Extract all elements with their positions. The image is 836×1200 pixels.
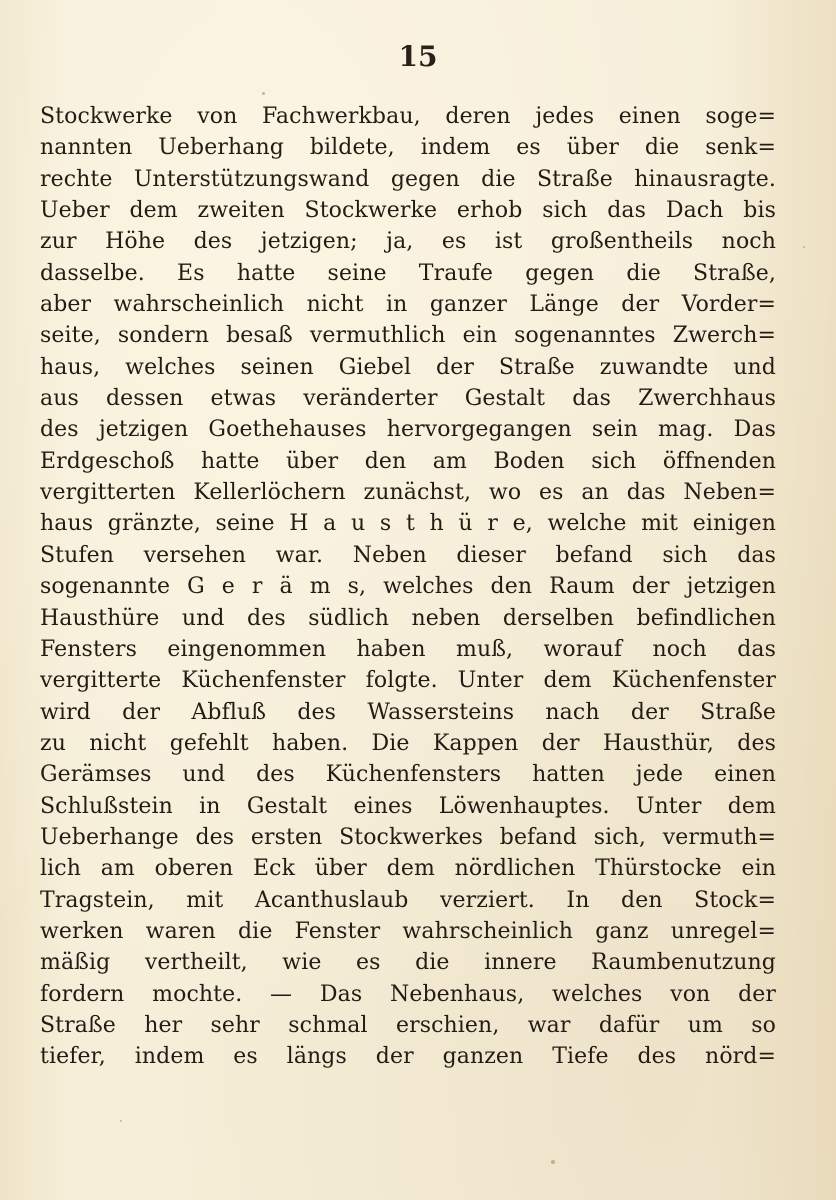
text-line: haus, welches seinen Giebel der Straße zuwandte und: [40, 354, 776, 380]
text-line: Gerämses und des Küchenfensters hatten jede einen: [40, 762, 776, 788]
text-line: dasselbe. Es hatte seine Traufe gegen die Straße,: [40, 260, 776, 286]
text-line: vergitterte Küchenfenster folgte. Unter dem Küchenfenster: [40, 668, 776, 694]
text-line: Tragstein, mit Acanthuslaub verziert. In den Stock=: [40, 887, 776, 913]
paper-speck: [551, 1160, 555, 1164]
text-line: wird der Abfluß des Wassersteins nach der Straße: [40, 699, 776, 725]
text-line: lich am oberen Eck über dem nördlichen Thürstocke ein: [40, 856, 776, 882]
text-line: aus dessen etwas veränderter Gestalt das Zwerchhaus: [40, 386, 776, 412]
text-line: haus gränzte, seine H a u s t h ü r e, welche mit einigen: [40, 511, 776, 537]
text-line: Ueberhange des ersten Stockwerkes befand sich, vermuth=: [40, 824, 776, 850]
text-line: Erdgeschoß hatte über den am Boden sich öffnenden: [40, 448, 776, 474]
text-line: Stufen versehen war. Neben dieser befand sich das: [40, 542, 776, 568]
text-line: Hausthüre und des südlich neben derselben befindlichen: [40, 605, 776, 631]
text-line: zu nicht gefehlt haben. Die Kappen der Hausthür, des: [40, 730, 776, 756]
text-line: fordern mochte. — Das Nebenhaus, welches von der: [40, 981, 776, 1007]
text-line: des jetzigen Goethehauses hervorgegangen sein mag. Das: [40, 417, 776, 443]
text-line: tiefer, indem es längs der ganzen Tiefe des nörd=: [40, 1044, 776, 1070]
paper-speck: [262, 92, 265, 95]
text-line: aber wahrscheinlich nicht in ganzer Länge der Vorder=: [40, 292, 776, 318]
text-line: zur Höhe des jetzigen; ja, es ist großentheils noch: [40, 229, 776, 255]
text-line: seite, sondern besaß vermuthlich ein sogenanntes Zwerch=: [40, 323, 776, 349]
page-number: 15: [398, 40, 438, 73]
paper-speck: [120, 1120, 122, 1122]
text-line: Stockwerke von Fachwerkbau, deren jedes einen soge=: [40, 104, 776, 129]
text-line: nannten Ueberhang bildete, indem es über die senk=: [40, 135, 776, 161]
body-text: [40, 101, 776, 1073]
text-line: sogenannte G e r ä m s, welches den Raum der jetzigen: [40, 574, 776, 600]
text-line: Straße her sehr schmal erschien, war dafür um so: [40, 1012, 776, 1038]
paper-speck: [803, 246, 805, 248]
text-line: rechte Unterstützungswand gegen die Straße hinausragte.: [40, 166, 776, 192]
text-line: werken waren die Fenster wahrscheinlich ganz unregel=: [40, 918, 776, 944]
text-line: Fensters eingenommen haben muß, worauf noch das: [40, 636, 776, 662]
text-line: mäßig vertheilt, wie es die innere Raumbenutzung: [40, 950, 776, 976]
text-line: Ueber dem zweiten Stockwerke erhob sich das Dach bis: [40, 198, 776, 224]
text-line: vergitterten Kellerlöchern zunächst, wo es an das Neben=: [40, 480, 776, 506]
text-line: Schlußstein in Gestalt eines Löwenhauptes. Unter dem: [40, 793, 776, 819]
